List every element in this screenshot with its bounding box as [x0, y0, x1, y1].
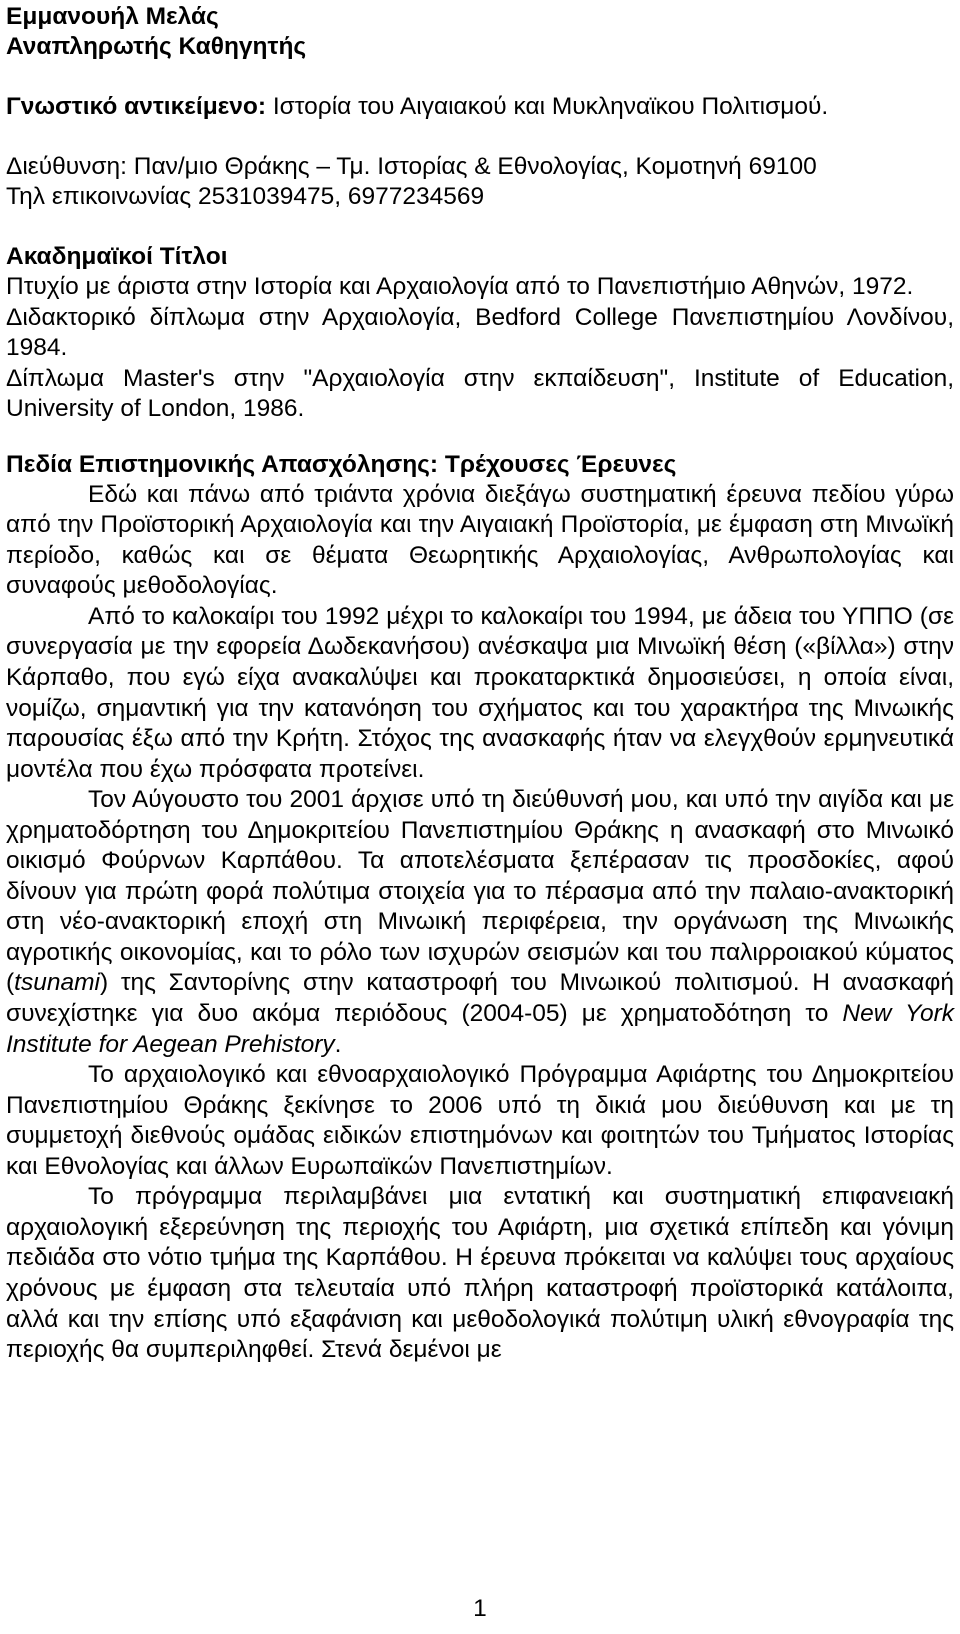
spacer: [6, 212, 954, 242]
spacer: [6, 62, 954, 92]
subject-label: Γνωστικό αντικείμενο:: [6, 93, 267, 120]
research-paragraph: Το πρόγραμμα περιλαμβάνει μια εντατική και συστηματική επιφανειακή αρχαιολογική εξερεύνηση της περιοχής του Αφιάρτη, μια σχετικά επίπεδη και γόνιμη πεδιάδα στο νότιο τμήμα της Καρπάθου. Η έρευνα πρόκειται να καλύψει τους αρχαίους χρόνους με έμφαση στα τελευταία υπό πλήρη καταστροφή προϊστορικά κατάλοιπα, αλλά και την επίσης υπό εξαφάνιση και μεθοδολογικά πολύτιμη υλική εθνογραφία της περιοχής θα συμπεριληφθεί. Στενά δεμένοι με: [6, 1183, 954, 1364]
page-number: 1: [473, 1595, 487, 1622]
title-item: Διδακτορικό δίπλωμα στην Αρχαιολογία, Bedford College Πανεπιστημίου Λονδίνου, 1984.: [6, 303, 954, 362]
paragraph-text: ) της Σαντορίνης στην καταστροφή του Μινωικού πολιτισμού. Η ανασκαφή συνεχίστηκε για δυο ακόμα περιόδους (2004-05) με χρηματοδότηση το: [6, 969, 954, 1028]
research-paragraph: Εδώ και πάνω από τριάντα χρόνια διεξάγω συστηματική έρευνα πεδίου γύρω από την Προϊστορική Αρχαιολογία και την Αιγαιακή Προϊστορία, με έμφαση στη Μινωϊκή περίοδο, καθώς και σε θέματα Θεωρητικής Αρχαιολογίας, Ανθρωπολογίας και συναφούς μεθοδολογίας.: [6, 480, 954, 600]
research-heading: Πεδία Επιστημονικής Απασχόλησης: Τρέχουσες Έρευνες: [6, 450, 677, 478]
phone-line: Τηλ επικοινωνίας 2531039475, 6977234569: [6, 183, 485, 210]
document-page: [6, 0, 954, 1366]
paragraph-text: .: [334, 1030, 342, 1058]
title-item: Πτυχίο με άριστα στην Ιστορία και Αρχαιολογία από το Πανεπιστήμιο Αθηνών, 1972.: [6, 273, 914, 300]
address-line: Διεύθυνση: Παν/μιο Θράκης – Τμ. Ιστορίας & Εθνολογίας, Κομοτηνή 69100: [6, 153, 817, 180]
spacer: [6, 122, 954, 152]
institute-name: New York Institute for Aegean Prehistory: [6, 1000, 954, 1058]
author-position: Αναπληρωτής Καθηγητής: [6, 33, 307, 60]
research-paragraph: [6, 785, 954, 1060]
spacer: [6, 425, 954, 450]
title-item: Δίπλωμα Master's στην "Αρχαιολογία στην εκπαίδευση", Institute of Education, University of London, 1986.: [6, 364, 954, 423]
research-paragraph: Το αρχαιολογικό και εθνοαρχαιολογικό Πρόγραμμα Αφιάρτης του Δημοκριτείου Πανεπιστημίου Θράκης ξεκίνησε το 2006 υπό τη δικιά μου διεύθυνση και με τη συμμετοχή διεθνούς ομάδας ειδικών επιστημόνων και φοιτητών του Τμήματος Ιστορίας και Εθνολογίας και άλλων Ευρωπαϊκών Πανεπιστημίων.: [6, 1061, 954, 1180]
author-name: Εμμανουήλ Μελάς: [6, 3, 219, 30]
subject-value: Ιστορία του Αιγαιακού και Μυκληναϊκου Πολιτισμού.: [266, 93, 829, 120]
titles-heading: Ακαδημαϊκοί Τίτλοι: [6, 243, 228, 270]
subject-line: [6, 92, 954, 122]
research-paragraph: Από το καλοκαίρι του 1992 μέχρι το καλοκαίρι του 1994, με άδεια του ΥΠΠΟ (σε συνεργασία με την εφορεία Δωδεκανήσου) ανέσκαψα μια Μινωϊκή θέση («βίλλα») στην Κάρπαθο, που εγώ είχα ανακαλύψει και προκαταρκτικά δημοσιεύσει, η οποία είναι, νομίζω, σημαντική για την κατανόηση του σχήματος και του χαρακτήρα της Μινωικής παρουσίας έξω από την Κρήτη. Στόχος της ανασκαφής ήταν να ελεγχθούν ερμηνευτικά μοντέλα που έχω πρόσφατα προτείνει.: [6, 602, 954, 783]
tsunami-term: tsunami: [14, 969, 100, 997]
paragraph-text: Τον Αύγουστο του 2001 άρχισε υπό τη διεύθυνσή μου, και υπό την αιγίδα και με χρηματοδόρτηση του Δημοκριτείου Πανεπιστημίου Θράκης η ανασκαφή στο Μινωικό οικισμό Φούρνων Καρπάθου. Τα αποτελέσματα ξεπέρασαν τις προσδοκίες, αφού δίνουν για πρώτη φορά πολύτιμα στοιχεία για το πέρασμα από την παλαιο-ανακτορική στη νέο-ανακτορική εποχή στη Μινωική περιφέρεια, την οργάνωση της Μινωικής αγροτικής οικονομίας, και το ρόλο των ισχυρών σεισμών και του παλιρροιακού κύματος (: [6, 786, 954, 997]
